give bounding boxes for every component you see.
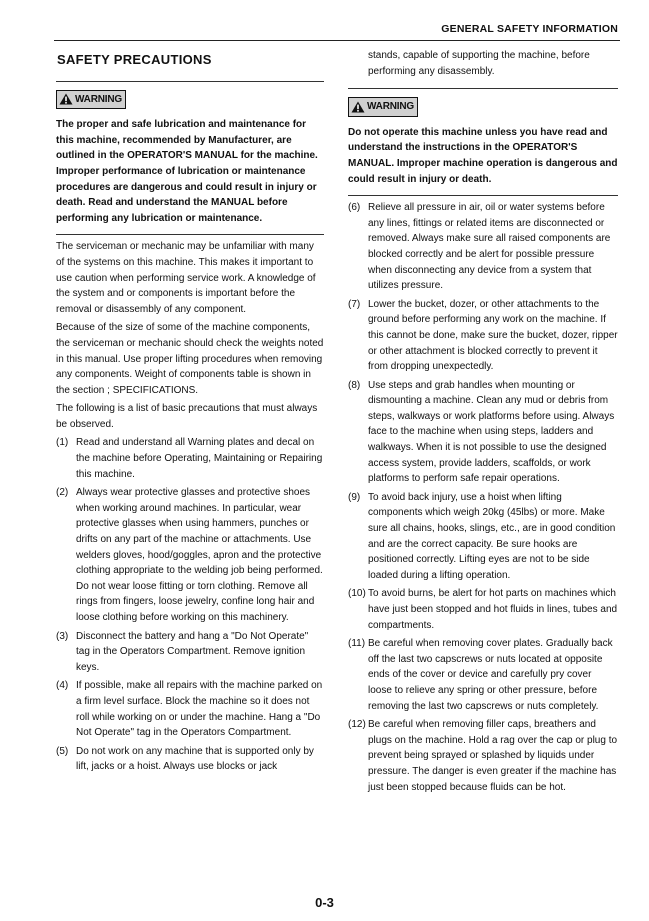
item-number: (10) [348, 588, 366, 600]
item-text: To avoid burns, be alert for hot parts on machines which have just been stopped and hot fluids in lines, tubes and compartments. [368, 588, 618, 631]
item-number: (2) [56, 487, 69, 499]
precaution-item [56, 435, 324, 482]
item-number: (9) [348, 491, 361, 503]
precaution-item [56, 744, 324, 775]
intro-paragraph: The following is a list of basic precautions that must always be observed. [56, 403, 318, 430]
precaution-item [56, 485, 324, 625]
intro-paragraph: The serviceman or mechanic may be unfamiliar with many of the systems on this machine. This makes it important to use caution when performing service work. A knowledge of the system and or components is important before the removal or disassembly of any component. [56, 241, 316, 315]
item-number: (12) [348, 719, 366, 731]
page-title: SAFETY PRECAUTIONS [57, 52, 212, 67]
section-header: GENERAL SAFETY INFORMATION [441, 23, 618, 35]
warning-badge-label: WARNING [75, 93, 122, 105]
header-rule [54, 40, 620, 41]
item-number: (8) [348, 379, 361, 391]
continued-text: stands, capable of supporting the machine, before performing any disassembly. [368, 50, 590, 77]
item-text: Be careful when removing filler caps, breathers and plugs on the machine. Hold a rag over the cap or plug to prevent being sprayed or splashed by liquids under pressure. The danger is even greater if the machine has just been stopped because fluids can be hot. [368, 719, 618, 793]
precaution-item [348, 490, 618, 584]
precaution-item [348, 586, 618, 633]
precaution-item [348, 717, 618, 795]
warning-box-2 [348, 89, 618, 195]
item-number: (3) [56, 630, 69, 642]
item-text: To avoid back injury, use a hoist when lifting components which weigh 20kg (45lbs) or more. Make sure all chains, hooks, slings, etc., are in good condition and are the correct capacity. Be sure hooks are positioned correctly. Lifting eyes are not to be side loaded during a lifting operation. [368, 491, 616, 581]
item-text: Use steps and grab handles when mounting or dismounting a machine. Clean any mud or debris from steps, walkways or work platforms before using. Always face to the machine when using steps, ladders and walkways. When it is not possible to use the designed access system, provide ladders, scaffolds, or work platforms to perform safe repair operations. [368, 379, 615, 485]
right-column [348, 48, 618, 798]
precaution-item [56, 629, 324, 676]
warning-text: Improper performance of lubrication or maintenance procedures are dangerous and could result in injury or death. Read and understand the MANUAL before performing any lubrication or maintenance. [56, 165, 317, 224]
item-text: Always wear protective glasses and protective shoes when working around machines. In particular, wear protective glasses when using hammers, punches or drifts on any part of the machine or attachments. Use welders gloves, hood/goggles, apron and the protective clothing appropriate to the welding job being performed. Do not wear loose fitting or torn clothing. Remove all rings from fingers, loose jewelry, confine long hair and loose clothing before working on this machinery. [76, 487, 323, 623]
item-text: If possible, make all repairs with the machine parked on a firm level surface. Block the machine so it does not roll while working on or under the machine. Hang a "Do Not Operate" tag in the Operators Compartment. [76, 680, 323, 739]
item-text: Disconnect the battery and hang a "Do Not Operate" tag in the Operators Compartment. Remove ignition keys. [76, 630, 309, 673]
warning-rule [56, 234, 324, 235]
intro-paragraph: Because of the size of some of the machine components, the serviceman or mechanic should check the weights noted in this manual. Use proper lifting procedures when removing any components. Weight of components table is shown in the section ; SPECIFICATIONS. [56, 322, 324, 396]
precaution-item [348, 200, 618, 294]
warning-rule [348, 195, 618, 196]
warning-triangle-icon [59, 93, 73, 105]
item-number: (11) [348, 638, 366, 650]
warning-badge [348, 97, 418, 117]
item-number: (5) [56, 745, 69, 757]
item-text: Be careful when removing cover plates. Gradually back off the last two capscrews or nuts located at opposite ends of the cover or device and carefully pry cover loose to relieve any spring or other pressure, before removing the last two capscrews or nuts completely. [368, 638, 613, 712]
item-text: Lower the bucket, dozer, or other attachments to the ground before performing any work on the machine. If this cannot be done, make sure the bucket, dozer, ripper or other attachment is blocked correctly to prevent it from dropping unexpectedly. [368, 298, 618, 373]
precaution-item [348, 636, 618, 714]
item-number: (7) [348, 298, 361, 310]
warning-text: The proper and safe lubrication and maintenance for this machine, recommended by Manufacturer, are outlined in the OPERATOR'S MANUAL for the machine. [56, 119, 318, 162]
warning-triangle-icon [351, 101, 365, 113]
precaution-item [348, 378, 618, 487]
item-text: Read and understand all Warning plates and decal on the machine before Operating, Maintaining or Repairing this machine. [76, 437, 323, 480]
precaution-item [56, 678, 324, 740]
precaution-item [348, 297, 618, 375]
warning-box-1 [56, 82, 324, 235]
item-number: (6) [348, 202, 361, 214]
item-text: Relieve all pressure in air, oil or water systems before any lines, fittings or related items are disconnected or removed. Always make sure all raised components are blocked correctly and be alert for possible pressure when disconnecting any device from a system that utilizes pressure. [368, 202, 611, 292]
item-number: (1) [56, 437, 69, 449]
page-number: 0-3 [315, 895, 334, 910]
warning-badge-label: WARNING [367, 101, 414, 113]
warning-badge [56, 90, 126, 110]
warning-text: Do not operate this machine unless you have read and understand the instructions in the OPERATOR'S MANUAL. Improper machine operation is dangerous and could result in injury or death. [348, 126, 618, 185]
item-number: (4) [56, 680, 69, 692]
left-column [56, 48, 324, 778]
item-text: Do not work on any machine that is supported only by lift, jacks or a hoist. Always use blocks or jack [76, 745, 314, 773]
